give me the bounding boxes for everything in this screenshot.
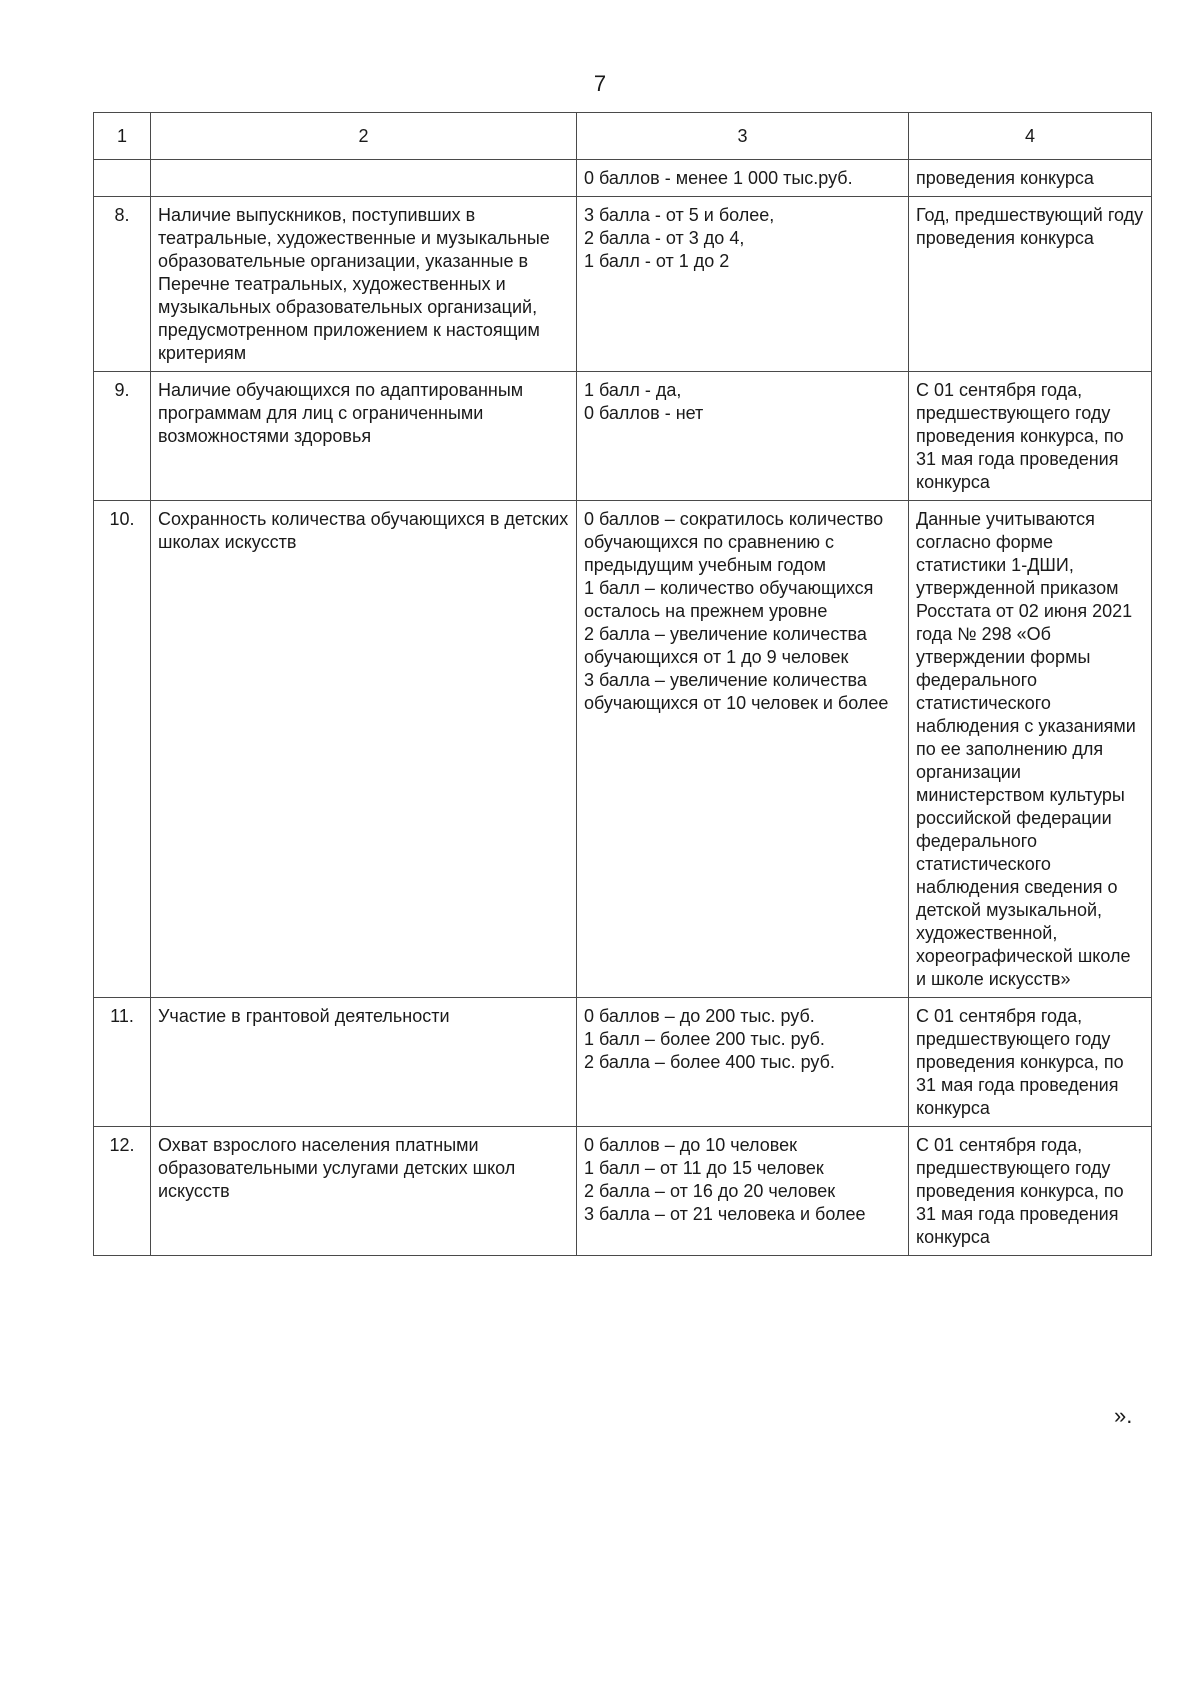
row-number: 11.	[94, 998, 151, 1127]
period-cell: С 01 сентября года, предшествующего году проведения конкурса, по 31 мая года проведения конкурса	[909, 998, 1152, 1127]
page-number: 7	[593, 71, 607, 96]
points-cell: 0 баллов – до 10 человек 1 балл – от 11 до 15 человек 2 балла – от 16 до 20 человек 3 балла – от 21 человека и более	[577, 1127, 909, 1256]
table-row	[94, 998, 1152, 1127]
column-number-3: 3	[577, 113, 909, 160]
criterion-cell: Наличие выпускников, поступивших в театральные, художественные и музыкальные образовательные организации, указанные в Перечне театральных, художественных и музыкальных образовательных организаций, предусмотренном приложением к настоящим критериям	[151, 197, 577, 372]
period-cell: Год, предшествующий году проведения конкурса	[909, 197, 1152, 372]
criterion-cell: Наличие обучающихся по адаптированным программам для лиц с ограниченными возможностями здоровья	[151, 372, 577, 501]
column-number-4: 4	[909, 113, 1152, 160]
table-row	[94, 1127, 1152, 1256]
closing-quote-mark: ».	[1114, 1403, 1133, 1428]
table-row	[94, 501, 1152, 998]
criterion-cell: Участие в грантовой деятельности	[151, 998, 577, 1127]
criteria-table	[93, 112, 1152, 1256]
row-number: 9.	[94, 372, 151, 501]
criterion-cell: Сохранность количества обучающихся в детских школах искусств	[151, 501, 577, 998]
points-cell: 0 баллов – до 200 тыс. руб. 1 балл – более 200 тыс. руб. 2 балла – более 400 тыс. руб.	[577, 998, 909, 1127]
period-cell: С 01 сентября года, предшествующего году проведения конкурса, по 31 мая года проведения конкурса	[909, 372, 1152, 501]
criterion-cell	[151, 160, 577, 197]
table-row	[94, 372, 1152, 501]
period-cell: С 01 сентября года, предшествующего году проведения конкурса, по 31 мая года проведения конкурса	[909, 1127, 1152, 1256]
criterion-cell: Охват взрослого населения платными образовательными услугами детских школ искусств	[151, 1127, 577, 1256]
period-cell: Данные учитываются согласно форме статистики 1-ДШИ, утвержденной приказом Росстата от 02 июня 2021 года № 298 «Об утверждении формы федерального статистического наблюдения с указаниями по ее заполнению для организации министерством культуры российской федерации федерального статистического наблюдения сведения о детской музыкальной, художественной, хореографической школе и школе искусств»	[909, 501, 1152, 998]
row-number: 10.	[94, 501, 151, 998]
points-cell: 0 баллов - менее 1 000 тыс.руб.	[577, 160, 909, 197]
column-number-2: 2	[151, 113, 577, 160]
row-number: 8.	[94, 197, 151, 372]
column-number-1: 1	[94, 113, 151, 160]
points-cell: 3 балла - от 5 и более, 2 балла - от 3 до 4, 1 балл - от 1 до 2	[577, 197, 909, 372]
table-row	[94, 197, 1152, 372]
points-cell: 0 баллов – сократилось количество обучающихся по сравнению с предыдущим учебным годом 1 балл – количество обучающихся осталось на прежнем уровне 2 балла – увеличение количества обучающихся от 1 до 9 человек 3 балла – увеличение количества обучающихся от 10 человек и более	[577, 501, 909, 998]
table-row	[94, 160, 1152, 197]
table-header-row	[94, 113, 1152, 160]
period-cell: проведения конкурса	[909, 160, 1152, 197]
points-cell: 1 балл - да, 0 баллов - нет	[577, 372, 909, 501]
row-number: 12.	[94, 1127, 151, 1256]
row-number	[94, 160, 151, 197]
